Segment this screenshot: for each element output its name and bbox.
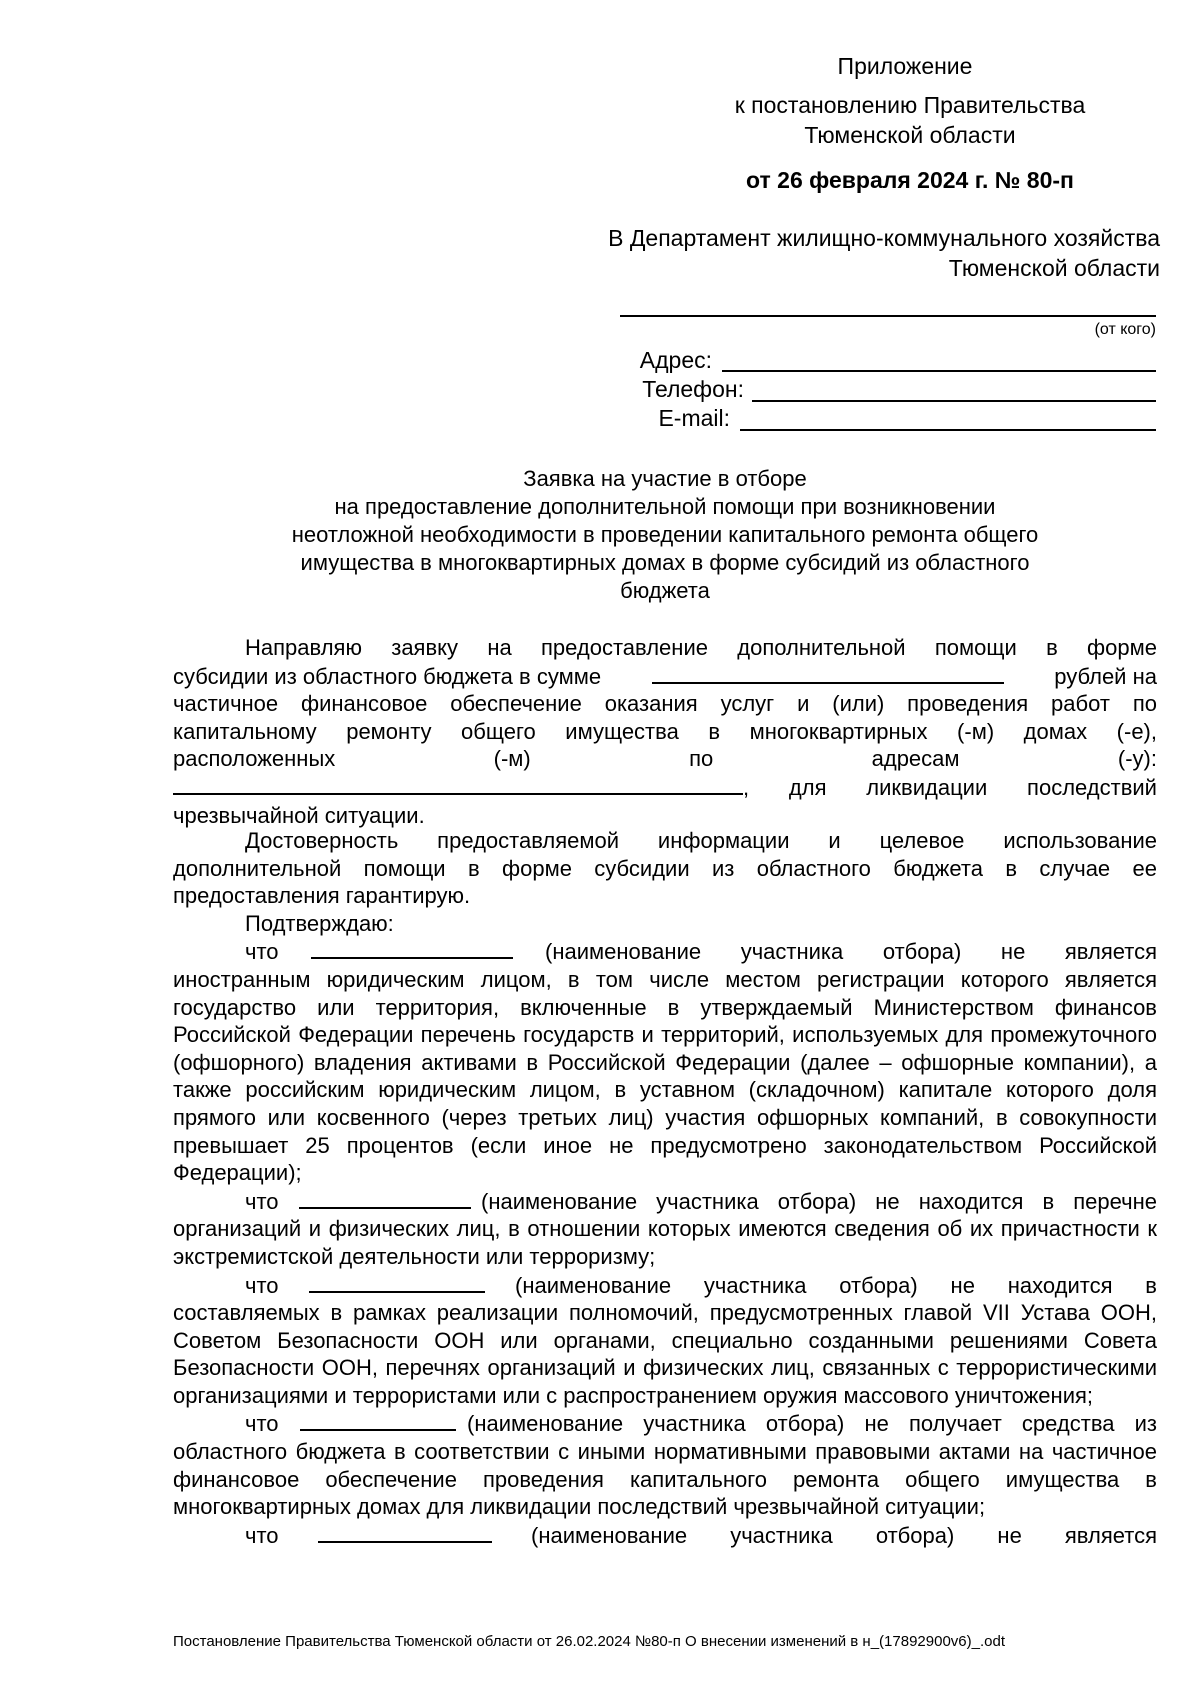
resolution-region: Тюменской области (804, 122, 1016, 148)
phone-label: Телефон: (642, 376, 744, 402)
resolution-ref: к постановлению Правительства (734, 92, 1086, 118)
from-whom-note: (от кого) (1094, 321, 1156, 338)
confirm-4-what: что (245, 1411, 279, 1437)
p1-line-g: чрезвычайной ситуации. (173, 802, 425, 828)
confirm-2-rest: (наименование участника отбора) не находится в перечне (481, 1188, 1157, 1214)
confirm-3-text: составляемых в рамках реализации полномочий, предусмотренных главой VII Устава ООН, Советом Безопасности ООН или органами, специально созданными решениями Совета Безопасности ООН, перечнях организаций и физических лиц, связанных с террористическими организациями и террористами или с распространением оружия массового уничтожения; (173, 1300, 1157, 1408)
confirm-1-rest: (наименование участника отбора) не является (545, 939, 1157, 965)
confirm-1-head (173, 937, 1157, 966)
p1-line-e-1: расположенных (173, 746, 336, 772)
confirm-5-blank (318, 1521, 492, 1543)
confirm-4-rest: (наименование участника отбора) не получает средства из (467, 1411, 1157, 1437)
confirm-2-what: что (245, 1188, 279, 1214)
confirm-5-head (173, 1521, 1157, 1550)
confirm-4-text: областного бюджета в соответствии с иными нормативными правовыми актами на частичное финансовое обеспечение проведения капитального ремонта общего имущества в многоквартирных домах для ликвидации последствий чрезвычайной ситуации; (173, 1439, 1157, 1520)
recipient-region: Тюменской области (948, 255, 1160, 281)
email-label: E-mail: (658, 405, 730, 431)
confirm-3-rest: (наименование участника отбора) не находится в (515, 1272, 1157, 1298)
email-line (740, 429, 1156, 431)
p1-line-e-2: (-м) (493, 746, 531, 772)
p1-line-e-5: (-у): (1117, 746, 1157, 772)
title-line-5: бюджета (620, 578, 710, 603)
addresses-blank (173, 773, 743, 795)
confirm-2-head (173, 1187, 1157, 1216)
confirm-4-blank (300, 1409, 456, 1431)
confirm-4-head (173, 1409, 1157, 1438)
confirm-1-blank (311, 937, 513, 959)
appendix-label: Приложение (837, 53, 973, 79)
p1-line-b-end: рублей на (1054, 663, 1157, 689)
from-whom-line (620, 315, 1156, 317)
guarantee-section (173, 827, 1157, 1549)
p1-line-c: частичное финансовое обеспечение оказания услуг и (или) проведения работ по (173, 691, 1157, 717)
confirm-5-rest: (наименование участника отбора) не является (531, 1522, 1157, 1548)
confirm-3-head (173, 1271, 1157, 1300)
p1-line-f-4: последствий (1027, 774, 1157, 800)
p1-line-f-comma: , (743, 774, 750, 800)
confirm-1-text: иностранным юридическим лицом, в том числе местом регистрации которого является государство или территория, включенные в утверждаемый Министерством финансов Российской Федерации перечень государств и территорий, используемых для промежуточного (офшорного) владения активами в Российской Федерации (далее – офшорные компании), а также российским юридическим лицом, в уставном (складочном) капитале которого доля прямого или косвенного (через третьих лиц) участия офшорных компаний, в совокупности превышает 25 процентов (если иное не предусмотрено законодательством Российской Федерации); (173, 966, 1157, 1186)
confirm-label: Подтверждаю: (245, 910, 394, 936)
p1-line-a: Направляю заявку на предоставление дополнительной помощи в форме (245, 635, 1157, 660)
title-line-3: неотложной необходимости в проведении капитального ремонта общего (291, 522, 1039, 547)
title-line-2: на предоставление дополнительной помощи при возникновении (334, 494, 996, 519)
p1-line-b-start: субсидии из областного бюджета в сумме (173, 663, 602, 689)
confirm-2-blank (299, 1187, 471, 1209)
p1-line-f-3: ликвидации (866, 774, 988, 800)
recipient-department: В Департамент жилищно-коммунального хозяйства (608, 225, 1160, 251)
address-label: Адрес: (639, 347, 712, 373)
title-line-4: имущества в многоквартирных домах в форме субсидий из областного (300, 550, 1030, 575)
confirm-5-what: что (245, 1522, 279, 1548)
amount-blank (652, 662, 1004, 684)
p1-line-f-2: для (788, 774, 827, 800)
p1-line-e-3: по (689, 746, 714, 772)
p1-line-e-4: адресам (871, 746, 960, 772)
confirm-3-blank (309, 1271, 485, 1293)
address-line (722, 370, 1156, 372)
footer-filename: Постановление Правительства Тюменской области от 26.02.2024 №80-п О внесении изменений в н_(17892900v6)_.odt (173, 1633, 1005, 1650)
guarantee-paragraph: Достоверность предоставляемой информации и целевое использование дополнительной помощи в форме субсидии из областного бюджета в случае ее предоставления гарантирую. (173, 828, 1157, 909)
phone-line (752, 400, 1156, 402)
title-line-1: Заявка на участие в отборе (523, 466, 807, 491)
resolution-date-number: от 26 февраля 2024 г. № 80-п (746, 167, 1074, 193)
confirm-3-what: что (245, 1272, 279, 1298)
p1-line-d: капитальному ремонту общего имущества в многоквартирных (-м) домах (-е), (173, 718, 1157, 744)
confirm-2-text: организаций и физических лиц, в отношении которых имеются сведения об их причастности к экстремистской деятельности или терроризму; (173, 1216, 1157, 1269)
request-paragraph (173, 634, 1157, 829)
confirm-1-what: что (245, 939, 279, 965)
